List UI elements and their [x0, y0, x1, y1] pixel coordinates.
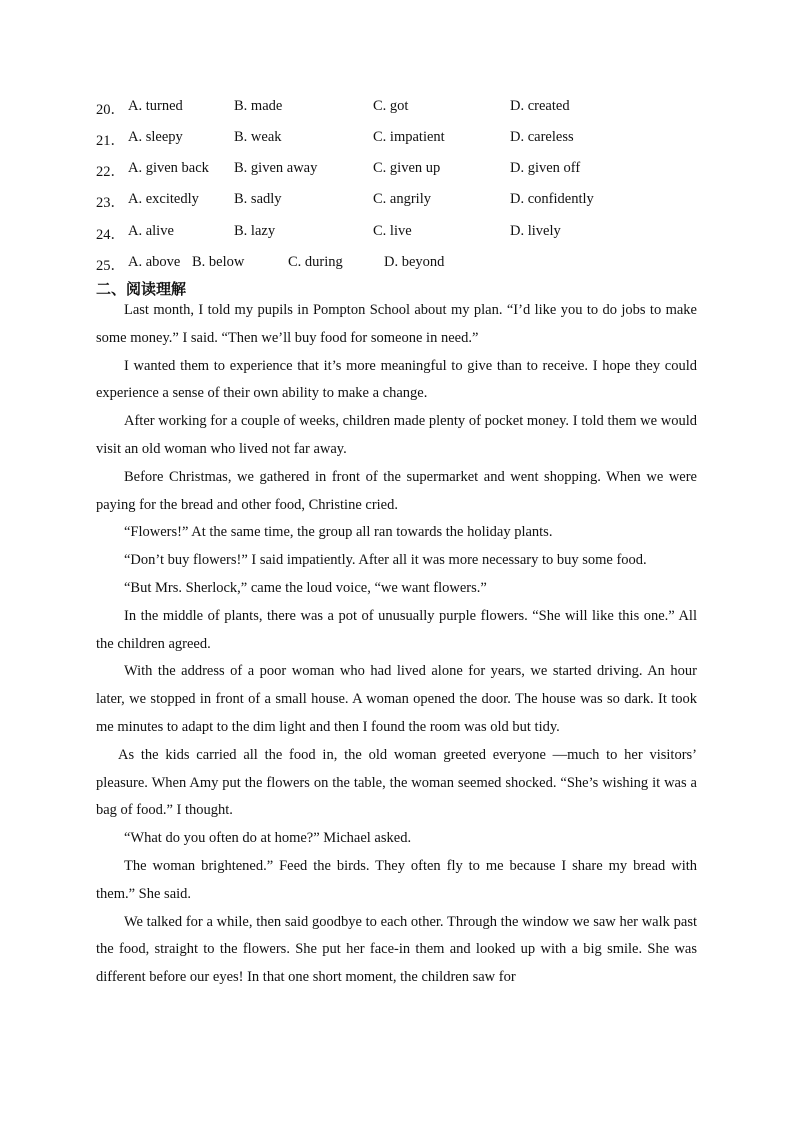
option-a: A. sleepy [128, 129, 183, 145]
paragraph: The woman brightened.” Feed the birds. They often fly to me because I share my bread with them.” She said. [96, 857, 697, 902]
option-b: B. weak [234, 129, 282, 145]
option-a: A. turned [128, 98, 183, 114]
option-d: D. given off [510, 160, 581, 176]
option-d: D. created [510, 98, 570, 114]
section-title: 二、阅读理解 [96, 280, 187, 298]
paragraph: We talked for a while, then said goodbye to each other. Through the window we saw her walk past the food, straight to the flowers. She put her face-in them and looked up with a big smile. She was different before our eyes! In that one short moment, the children saw for [96, 913, 697, 986]
paragraph: As the kids carried all the food in, the old woman greeted everyone —much to her visitors’ pleasure. When Amy put the flowers on the table, the woman seemed shocked. “She’s wishing it was a bag of food.” I thought. [96, 746, 697, 819]
paragraph: With the address of a poor woman who had lived alone for years, we started driving. An hour later, we stopped in front of a small house. A woman opened the door. The house was so dark. It took me minutes to adapt to the dim light and then I found the room was old but tidy. [96, 663, 697, 735]
question-number: 22． [96, 164, 125, 180]
option-d: D. lively [510, 223, 561, 239]
paragraph: Last month, I told my pupils in Pompton School about my plan. “I’d like you to do jobs to make some money.” I said. “Then we’ll buy food for someone in need.” [96, 302, 697, 346]
paragraph: I wanted them to experience that it’s more meaningful to give than to receive. I hope they could experience a sense of their own ability to make a change. [96, 357, 697, 402]
option-b: B. below [192, 254, 245, 270]
paragraph: After working for a couple of weeks, children made plenty of pocket money. I told them we would visit an old woman who lived not far away. [96, 413, 697, 457]
question-number: 25． [96, 258, 125, 274]
option-c: C. got [373, 98, 409, 114]
option-b: B. sadly [234, 191, 282, 207]
paragraph: Before Christmas, we gathered in front of the supermarket and went shopping. When we were paying for the bread and other food, Christine cried. [96, 468, 697, 513]
option-a: A. given back [128, 160, 209, 176]
option-c: C. given up [373, 160, 441, 176]
option-a: A. excitedly [128, 191, 199, 207]
option-a: A. alive [128, 223, 174, 239]
question-number: 23． [96, 195, 125, 211]
paragraph: In the middle of plants, there was a pot of unusually purple flowers. “She will like this one.” All the children agreed. [96, 607, 697, 652]
paragraph: “But Mrs. Sherlock,” came the loud voice, “we want flowers.” [124, 579, 487, 596]
option-d: D. careless [510, 129, 574, 145]
paragraph: “What do you often do at home?” Michael asked. [124, 830, 412, 847]
question-number: 24． [96, 227, 125, 243]
option-c: C. impatient [373, 129, 445, 145]
option-b: B. given away [234, 160, 318, 176]
option-b: B. made [234, 98, 283, 114]
option-b: B. lazy [234, 223, 276, 239]
option-d: D. beyond [384, 254, 445, 270]
option-d: D. confidently [510, 191, 594, 207]
paragraph: “Don’t buy flowers!” I said impatiently. After all it was more necessary to buy some food. [124, 552, 647, 569]
option-c: C. angrily [373, 191, 431, 207]
option-c: C. during [288, 254, 343, 270]
question-number: 20． [96, 102, 125, 118]
reading-passage [96, 297, 697, 992]
option-c: C. live [373, 223, 412, 239]
question-number: 21． [96, 133, 125, 149]
paragraph: “Flowers!” At the same time, the group all ran towards the holiday plants. [124, 524, 553, 541]
option-a: A. above [128, 254, 181, 270]
